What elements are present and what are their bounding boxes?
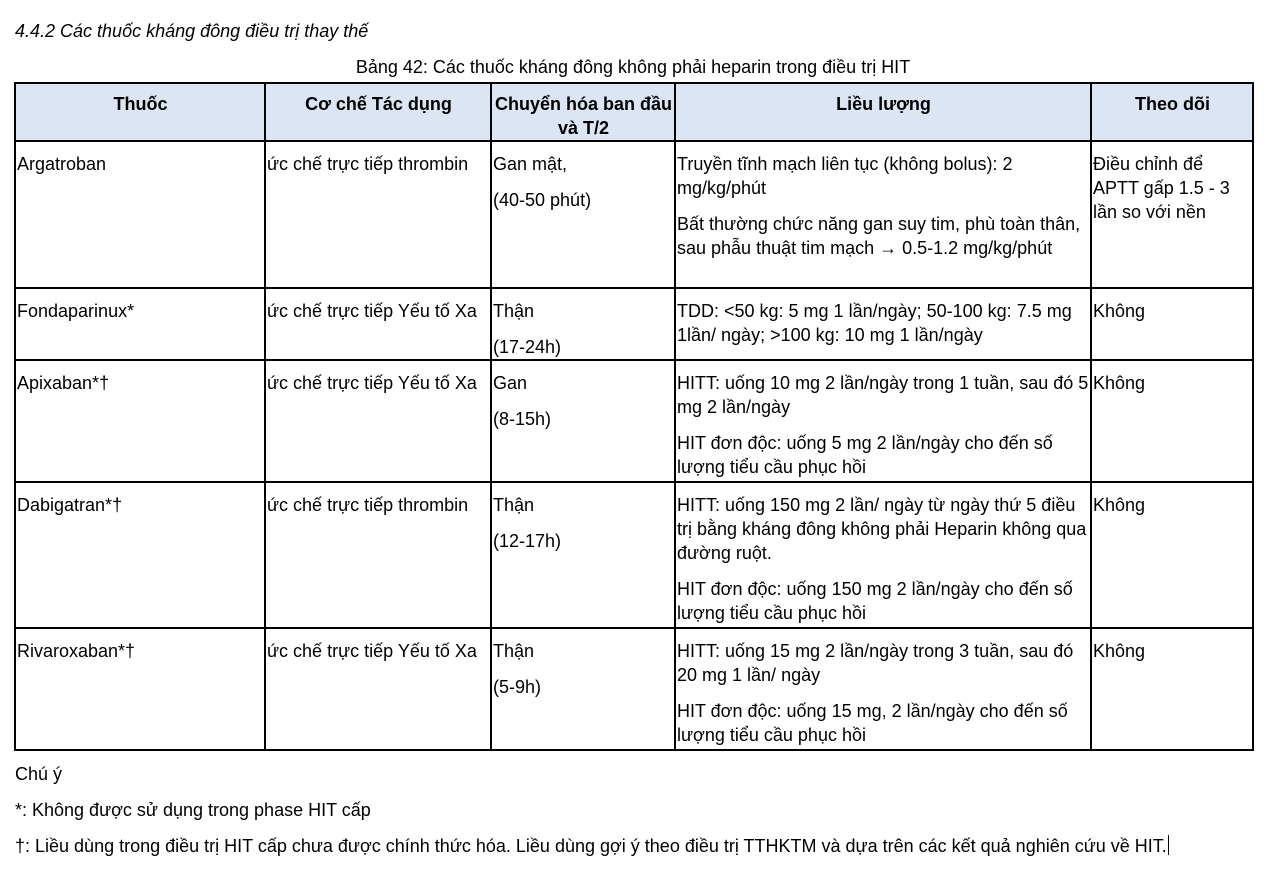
cell-drug: Apixaban*† bbox=[15, 360, 265, 482]
cell-dosage bbox=[675, 482, 1091, 628]
cell-mechanism: ức chế trực tiếp thrombin bbox=[265, 482, 491, 628]
cell-monitoring: Không bbox=[1091, 482, 1253, 628]
cell-drug: Argatroban bbox=[15, 141, 265, 288]
note-item: *: Không được sử dụng trong phase HIT cấp bbox=[15, 800, 371, 820]
cell-mechanism: ức chế trực tiếp Yếu tố Xa bbox=[265, 628, 491, 750]
metabolism-half-life: (8-15h) bbox=[493, 409, 552, 429]
cell-mechanism: ức chế trực tiếp thrombin bbox=[265, 141, 491, 288]
table-header-row bbox=[15, 83, 1253, 141]
table-row bbox=[15, 141, 1253, 288]
cell-dosage bbox=[675, 628, 1091, 750]
cell-monitoring: Không bbox=[1091, 628, 1253, 750]
cell-dosage bbox=[675, 360, 1091, 482]
metabolism-half-life: (12-17h) bbox=[493, 531, 562, 551]
dosage-paragraph: HITT: uống 150 mg 2 lần/ ngày từ ngày thứ 5 điều trị bằng kháng đông không phải Heparin không qua đường ruột. bbox=[677, 495, 1087, 563]
table-row bbox=[15, 482, 1253, 628]
cell-metabolism bbox=[491, 628, 675, 750]
dosage-paragraph: HIT đơn độc: uống 15 mg, 2 lần/ngày cho đến số lượng tiểu cầu phục hồi bbox=[677, 701, 1068, 745]
cell-monitoring: Không bbox=[1091, 360, 1253, 482]
notes-title: Chú ý bbox=[15, 764, 63, 784]
metabolism-half-life: (40-50 phút) bbox=[493, 190, 592, 210]
table-caption: Bảng 42: Các thuốc kháng đông không phải heparin trong điều trị HIT bbox=[355, 57, 911, 77]
note-item-text: †: Liều dùng trong điều trị HIT cấp chưa được chính thức hóa. Liều dùng gợi ý theo điều trị TTHKTM và dựa trên các kết quả nghiên cứu về HIT. bbox=[15, 836, 1167, 856]
dosage-paragraph: HIT đơn độc: uống 5 mg 2 lần/ngày cho đến số lượng tiểu cầu phục hồi bbox=[677, 433, 1053, 477]
anticoagulant-table bbox=[14, 82, 1254, 751]
cell-metabolism bbox=[491, 360, 675, 482]
metabolism-route: Thận bbox=[493, 641, 535, 661]
cell-drug: Fondaparinux* bbox=[15, 288, 265, 360]
cell-mechanism: ức chế trực tiếp Yếu tố Xa bbox=[265, 288, 491, 360]
dosage-paragraph: Bất thường chức năng gan suy tim, phù toàn thân, sau phẫu thuật tim mạch → 0.5-1.2 mg/kg/phút bbox=[677, 214, 1081, 258]
dosage-paragraph: HITT: uống 10 mg 2 lần/ngày trong 1 tuần, sau đó 5 mg 2 lần/ngày bbox=[677, 373, 1089, 417]
header-monitoring: Theo dõi bbox=[1091, 83, 1253, 141]
header-mechanism: Cơ chế Tác dụng bbox=[265, 83, 491, 141]
text-cursor bbox=[1168, 835, 1169, 855]
header-dosage: Liều lượng bbox=[675, 83, 1091, 141]
metabolism-route: Thận bbox=[493, 301, 535, 321]
dosage-paragraph: Truyền tĩnh mạch liên tục (không bolus): 2 mg/kg/phút bbox=[677, 154, 1013, 198]
dosage-paragraph: HIT đơn độc: uống 150 mg 2 lần/ngày cho đến số lượng tiểu cầu phục hồi bbox=[677, 579, 1073, 623]
metabolism-route: Gan bbox=[493, 373, 528, 393]
cell-metabolism bbox=[491, 482, 675, 628]
metabolism-half-life: (5-9h) bbox=[493, 677, 542, 697]
table-row bbox=[15, 628, 1253, 750]
dosage-paragraph: HITT: uống 15 mg 2 lần/ngày trong 3 tuần, sau đó 20 mg 1 lần/ ngày bbox=[677, 641, 1074, 685]
cell-drug: Rivaroxaban*† bbox=[15, 628, 265, 750]
dosage-paragraph: TDD: <50 kg: 5 mg 1 lần/ngày; 50-100 kg: 7.5 mg 1lần/ ngày; >100 kg: 10 mg 1 lần/ngày bbox=[677, 301, 1072, 345]
table-row bbox=[15, 360, 1253, 482]
cell-drug: Dabigatran*† bbox=[15, 482, 265, 628]
cell-mechanism: ức chế trực tiếp Yếu tố Xa bbox=[265, 360, 491, 482]
cell-metabolism bbox=[491, 288, 675, 360]
cell-monitoring: Điều chỉnh để APTT gấp 1.5 - 3 lần so với nền bbox=[1091, 141, 1253, 288]
cell-metabolism bbox=[491, 141, 675, 288]
cell-dosage bbox=[675, 141, 1091, 288]
header-metabolism: Chuyển hóa ban đầu và T/2 bbox=[491, 83, 675, 141]
metabolism-half-life: (17-24h) bbox=[493, 337, 562, 357]
section-heading: 4.4.2 Các thuốc kháng đông điều trị thay thế bbox=[15, 21, 369, 41]
header-drug: Thuốc bbox=[15, 83, 265, 141]
note-item-editable[interactable] bbox=[15, 834, 1245, 858]
cell-dosage bbox=[675, 288, 1091, 360]
metabolism-route: Gan mật, bbox=[493, 154, 568, 174]
metabolism-route: Thận bbox=[493, 495, 535, 515]
table-row bbox=[15, 288, 1253, 360]
cell-monitoring: Không bbox=[1091, 288, 1253, 360]
